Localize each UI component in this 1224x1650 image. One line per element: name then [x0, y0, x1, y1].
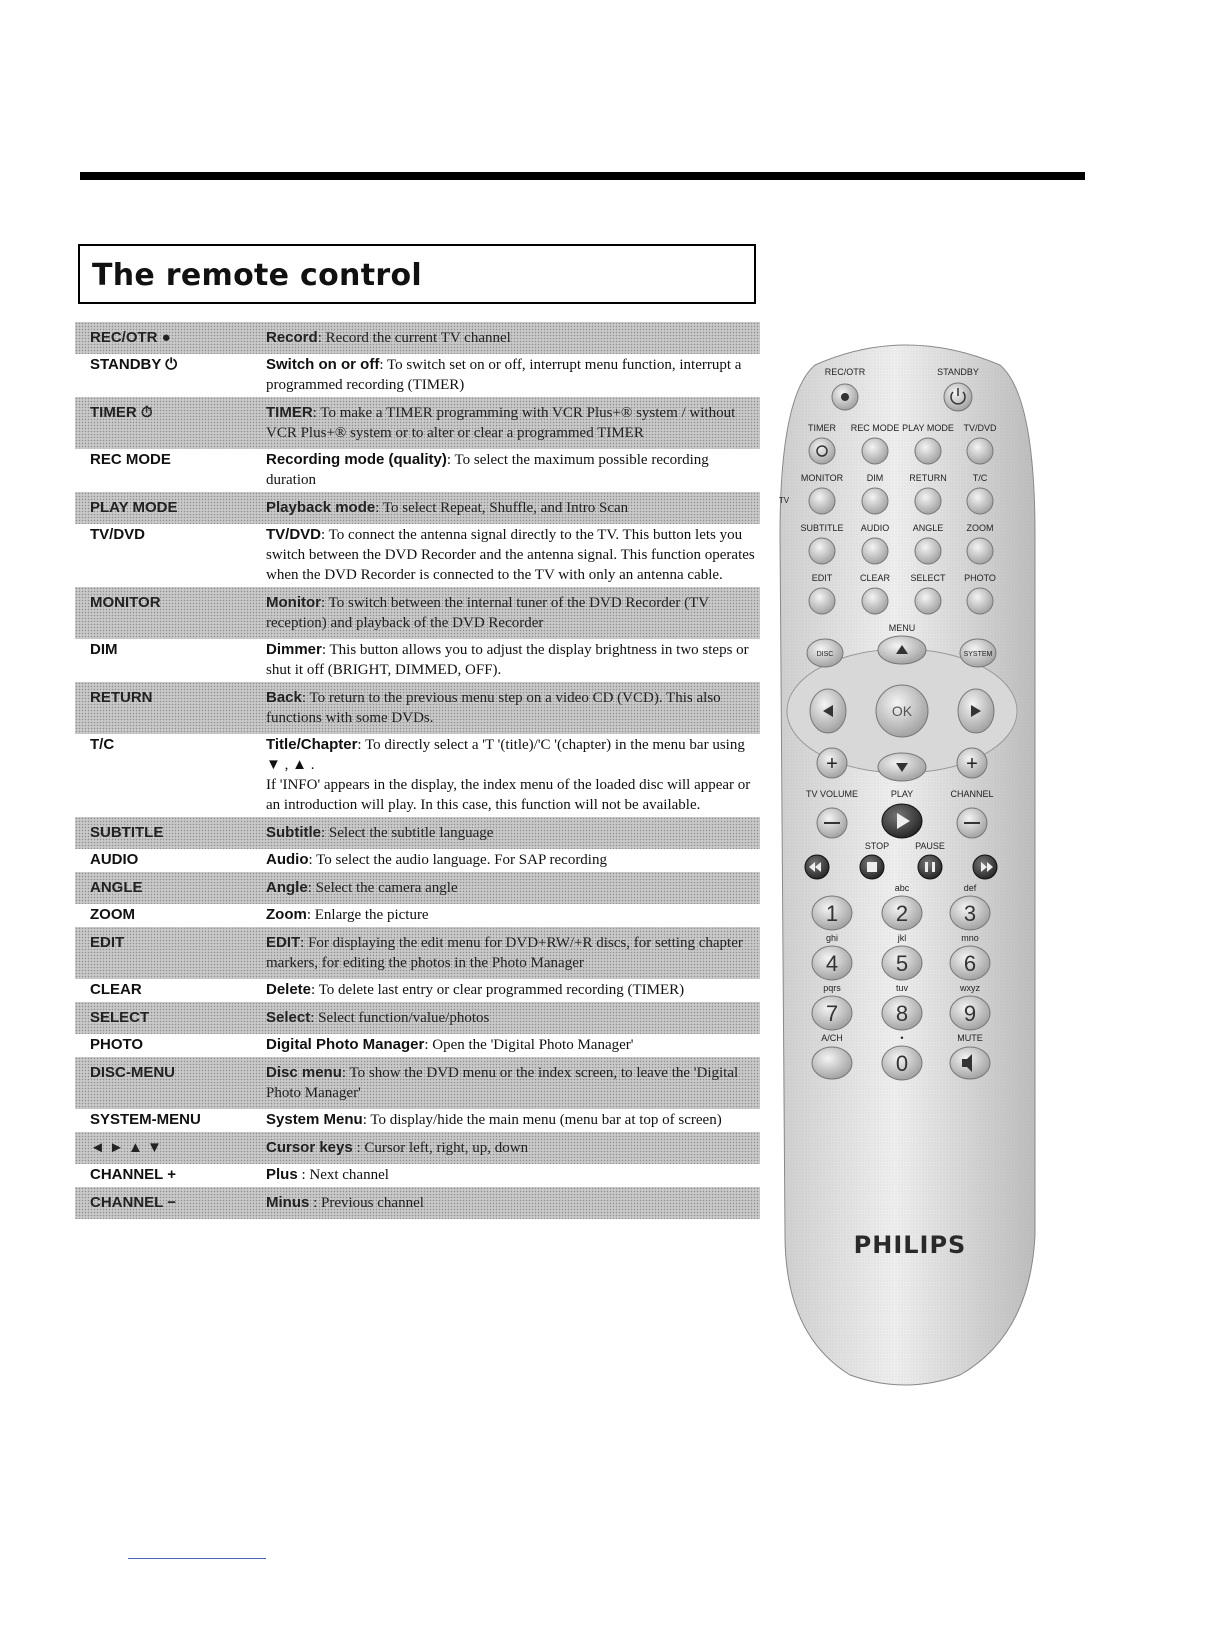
description-term: Subtitle	[266, 824, 321, 841]
description-text: To select the audio language. For SAP recording	[316, 852, 607, 868]
label-select: SELECT	[910, 573, 946, 583]
term-separator: :	[317, 330, 326, 346]
label-tuv: tuv	[895, 983, 909, 993]
label-def: def	[963, 883, 977, 893]
pause-icon	[925, 862, 928, 872]
term-separator: :	[341, 1065, 350, 1081]
standby-button[interactable]	[944, 383, 972, 411]
label-pause: PAUSE	[915, 841, 945, 851]
description-term: Record	[266, 329, 318, 346]
description-text: To select Repeat, Shuffle, and Intro Scan	[382, 500, 629, 516]
table-row	[75, 1164, 760, 1187]
label-photo: PHOTO	[964, 573, 996, 583]
description-term: EDIT	[266, 934, 301, 951]
button-name: PHOTO	[90, 1036, 144, 1053]
description-text: To make a TIMER programming with VCR Plus+® system / without VCR Plus+® system or to alter or clear a programmed TIMER	[266, 405, 736, 441]
description-term: TIMER	[266, 404, 313, 421]
description-text: Select function/value/photos	[318, 1010, 490, 1026]
remote-control-illustration	[760, 335, 1050, 1645]
button-name: SELECT	[90, 1009, 150, 1026]
button-name: AUDIO	[90, 851, 139, 868]
label-audio: AUDIO	[860, 523, 890, 533]
button-description	[266, 498, 756, 518]
table-row	[75, 849, 760, 872]
pause-button[interactable]	[918, 855, 942, 879]
term-separator: :	[311, 982, 319, 998]
description-term: TV/DVD	[266, 526, 322, 543]
table-row	[75, 682, 760, 734]
zoom-button[interactable]	[967, 538, 993, 564]
term-separator: :	[321, 642, 330, 658]
description-term: Playback mode	[266, 499, 376, 516]
tv-dvd-button[interactable]	[967, 438, 993, 464]
page-title: The remote control	[92, 258, 422, 293]
button-name: REC MODE	[90, 451, 171, 468]
play-mode-button[interactable]	[915, 438, 941, 464]
button-reference-table	[75, 322, 760, 1219]
digit-label: 5	[895, 951, 909, 976]
term-separator: :	[301, 690, 310, 706]
button-name: STANDBY ⏻	[90, 356, 178, 373]
term-separator: :	[357, 737, 366, 753]
description-text: To switch set on or off, interrupt menu function, interrupt a programmed recording (TIMER)	[266, 357, 742, 393]
subtitle-button[interactable]	[809, 538, 835, 564]
stop-icon	[867, 862, 877, 872]
button-description	[266, 593, 756, 633]
term-separator: :	[307, 880, 316, 896]
button-name: ANGLE	[90, 879, 143, 896]
description-text: Open the 'Digital Photo Manager'	[432, 1037, 634, 1053]
button-name: TV/DVD	[90, 526, 146, 543]
button-description	[266, 328, 756, 348]
table-row	[75, 1187, 760, 1219]
term-separator: :	[300, 935, 309, 951]
button-name: ZOOM	[90, 906, 135, 923]
timer-button[interactable]	[809, 438, 835, 464]
button-name: MONITOR	[90, 594, 161, 611]
description-note: If 'INFO' appears in the display, the index menu of the loaded disc will appear or an introduction will play. In this case, this function will not be available.	[266, 777, 751, 813]
table-row	[75, 397, 760, 449]
record-dot-icon	[841, 393, 849, 401]
audio-button[interactable]	[862, 538, 888, 564]
label-angle: ANGLE	[912, 523, 944, 533]
button-name: ◄ ► ▲ ▼	[90, 1139, 162, 1156]
table-row	[75, 639, 760, 682]
description-text: For displaying the edit menu for DVD+RW/+R discs, for setting chapter markers, for editing the photos in the Photo Manager	[266, 935, 743, 971]
label-edit: EDIT	[811, 573, 833, 583]
table-row	[75, 1057, 760, 1109]
button-name: CHANNEL +	[90, 1166, 176, 1183]
term-separator: :	[320, 595, 329, 611]
tc-button[interactable]	[967, 488, 993, 514]
term-separator: :	[424, 1037, 433, 1053]
table-row	[75, 1034, 760, 1057]
minus-icon-2	[964, 822, 980, 824]
digit-label: 4	[825, 951, 839, 976]
remote-control-svg	[760, 335, 1050, 1645]
term-separator: :	[321, 527, 329, 543]
label-system: SYSTEM	[963, 651, 993, 658]
table-row	[75, 734, 760, 817]
description-term: Dimmer	[266, 641, 322, 658]
button-name: RETURN	[90, 689, 153, 706]
button-name: CLEAR	[90, 981, 142, 998]
button-description	[266, 1110, 756, 1130]
label-return: RETURN	[909, 473, 947, 483]
pause-icon-bar	[932, 862, 935, 872]
button-description	[266, 688, 756, 728]
button-description	[266, 878, 756, 898]
description-term: Recording mode (quality)	[266, 451, 447, 468]
label-menu: MENU	[888, 623, 916, 633]
description-term: Minus	[266, 1194, 310, 1211]
description-text: To display/hide the main menu (menu bar at top of screen)	[370, 1112, 722, 1128]
table-row	[75, 904, 760, 927]
table-row	[75, 524, 760, 587]
button-description	[266, 1035, 756, 1055]
digit-label: 6	[963, 951, 977, 976]
button-description	[266, 525, 756, 585]
table-row	[75, 587, 760, 639]
description-text: Cursor left, right, up, down	[364, 1140, 529, 1156]
button-description	[266, 1193, 756, 1213]
button-description	[266, 450, 756, 490]
label-dim: DIM	[866, 473, 884, 483]
button-name: DISC-MENU	[90, 1064, 175, 1081]
button-description	[266, 1165, 756, 1185]
description-text: To select the maximum possible recording duration	[266, 452, 709, 488]
button-description	[266, 850, 756, 870]
rec-mode-button[interactable]	[862, 438, 888, 464]
table-row	[75, 927, 760, 979]
label-stop: STOP	[864, 841, 890, 851]
description-text: This button allows you to adjust the display brightness in two steps or shut it off (BRIGHT, DIMMED, OFF).	[266, 642, 749, 678]
term-separator: :	[352, 1140, 365, 1156]
description-text: To connect the antenna signal directly to the TV. This button lets you switch between the DVD Recorder and the antenna signal. This function operates when the DVD Recorder is connected to the TV with only an antenna cable.	[266, 527, 755, 583]
term-separator: :	[306, 907, 315, 923]
term-separator: :	[446, 452, 455, 468]
button-name: SYSTEM-MENU	[90, 1111, 201, 1128]
button-name: PLAY MODE	[90, 499, 178, 516]
label-rec-otr: REC/OTR	[824, 367, 866, 377]
label-play: PLAY	[890, 789, 914, 799]
label-ok: OK	[891, 703, 913, 719]
table-row	[75, 817, 760, 849]
monitor-button[interactable]	[809, 488, 835, 514]
brand-logo: PHILIPS	[853, 1231, 967, 1259]
label-ach: A/CH	[821, 1033, 843, 1043]
label-tv-dvd: TV/DVD	[963, 423, 997, 433]
label-tv-volume: TV VOLUME	[805, 789, 859, 799]
label-channel: CHANNEL	[950, 789, 994, 799]
header-rule	[80, 172, 1085, 180]
term-separator: :	[379, 357, 387, 373]
label-mute: MUTE	[957, 1033, 983, 1043]
button-name: T/C	[90, 736, 115, 753]
description-text: Previous channel	[321, 1195, 424, 1211]
digit-label: 1	[825, 901, 839, 926]
button-description	[266, 980, 756, 1000]
description-term: Angle	[266, 879, 308, 896]
term-separator: :	[309, 1195, 322, 1211]
description-term: Digital Photo Manager	[266, 1036, 425, 1053]
label-wxyz: wxyz	[960, 983, 980, 993]
button-name: DIM	[90, 641, 118, 658]
description-text: Record the current TV channel	[325, 330, 511, 346]
angle-button[interactable]	[915, 538, 941, 564]
dim-button[interactable]	[862, 488, 888, 514]
table-row	[75, 354, 760, 397]
description-term: Title/Chapter	[266, 736, 358, 753]
select-button[interactable]	[915, 588, 941, 614]
label-mno: mno	[961, 933, 979, 943]
button-name: CHANNEL −	[90, 1194, 176, 1211]
plus-icon-2: +	[966, 753, 978, 775]
label-monitor: MONITOR	[800, 473, 844, 483]
description-term: Monitor	[266, 594, 321, 611]
minus-icon	[824, 822, 840, 824]
button-description	[266, 933, 756, 973]
label-standby: STANDBY	[937, 367, 979, 377]
label-abc: abc	[894, 883, 910, 893]
footer-link-underline	[128, 1558, 266, 1559]
term-separator: :	[321, 825, 329, 841]
label-tc: T/C	[972, 473, 988, 483]
digit-label: 0	[895, 1051, 909, 1076]
label-dot: •	[900, 1033, 904, 1043]
label-rec-mode: REC MODE	[850, 423, 900, 433]
description-term: Cursor keys	[266, 1139, 353, 1156]
ach-button[interactable]	[812, 1047, 852, 1079]
edit-button[interactable]	[809, 588, 835, 614]
description-term: Select	[266, 1009, 311, 1026]
description-text: To delete last entry or clear programmed recording (TIMER)	[318, 982, 685, 998]
table-row	[75, 1109, 760, 1132]
plus-icon: +	[826, 753, 838, 775]
description-term: Disc menu	[266, 1064, 342, 1081]
table-row	[75, 449, 760, 492]
button-description	[266, 735, 756, 815]
description-text: Select the subtitle language	[328, 825, 494, 841]
photo-button[interactable]	[967, 588, 993, 614]
table-row	[75, 872, 760, 904]
description-term: Delete	[266, 981, 312, 998]
description-term: Plus	[266, 1166, 298, 1183]
button-description	[266, 823, 756, 843]
description-term: Back	[266, 689, 302, 706]
term-separator: :	[312, 405, 321, 421]
title-box	[78, 244, 756, 304]
description-term: System Menu	[266, 1111, 363, 1128]
button-description	[266, 1138, 756, 1158]
description-term: Switch on or off	[266, 356, 380, 373]
label-pqrs: pqrs	[823, 983, 841, 993]
digit-label: 7	[825, 1001, 839, 1026]
description-text: Enlarge the picture	[314, 907, 429, 923]
return-button[interactable]	[915, 488, 941, 514]
button-name: REC/OTR ●	[90, 329, 171, 346]
table-row	[75, 322, 760, 354]
button-description	[266, 1008, 756, 1028]
digit-label: 3	[963, 901, 977, 926]
description-text: To return to the previous menu step on a video CD (VCD). This also functions with some DVDs.	[266, 690, 721, 726]
description-term: Audio	[266, 851, 309, 868]
term-separator: :	[362, 1112, 371, 1128]
button-description	[266, 905, 756, 925]
term-separator: :	[297, 1167, 310, 1183]
button-name: EDIT	[90, 934, 125, 951]
label-disc: DISC	[816, 651, 834, 658]
button-name: TIMER ⏱	[90, 404, 153, 421]
digit-label: 8	[895, 1001, 909, 1026]
term-separator: :	[308, 852, 317, 868]
table-row	[75, 979, 760, 1002]
digit-label: 2	[895, 901, 909, 926]
button-name: SUBTITLE	[90, 824, 164, 841]
digit-label: 9	[963, 1001, 977, 1026]
term-separator: :	[310, 1010, 319, 1026]
label-tv-side: TV	[778, 496, 790, 505]
button-description	[266, 1063, 756, 1103]
label-play-mode: PLAY MODE	[902, 423, 954, 433]
button-description	[266, 640, 756, 680]
description-text: To switch between the internal tuner of the DVD Recorder (TV reception) and playback of the DVD Recorder	[266, 595, 709, 631]
button-description	[266, 355, 756, 395]
term-separator: :	[375, 500, 383, 516]
label-timer: TIMER	[808, 423, 836, 433]
clear-button[interactable]	[862, 588, 888, 614]
description-term: Zoom	[266, 906, 307, 923]
description-text: To directly select a 'T '(title)/'C '(chapter) in the menu bar using ▼ , ▲ .	[266, 737, 745, 773]
description-text: Next channel	[309, 1167, 389, 1183]
label-zoom: ZOOM	[966, 523, 994, 533]
label-clear: CLEAR	[859, 573, 891, 583]
label-jkl: jkl	[897, 933, 907, 943]
table-row	[75, 492, 760, 524]
description-text: To show the DVD menu or the index screen, to leave the 'Digital Photo Manager'	[266, 1065, 739, 1101]
label-ghi: ghi	[825, 933, 839, 943]
table-row	[75, 1132, 760, 1164]
button-description	[266, 403, 756, 443]
table-row	[75, 1002, 760, 1034]
label-subtitle: SUBTITLE	[800, 523, 844, 533]
description-text: Select the camera angle	[315, 880, 458, 896]
